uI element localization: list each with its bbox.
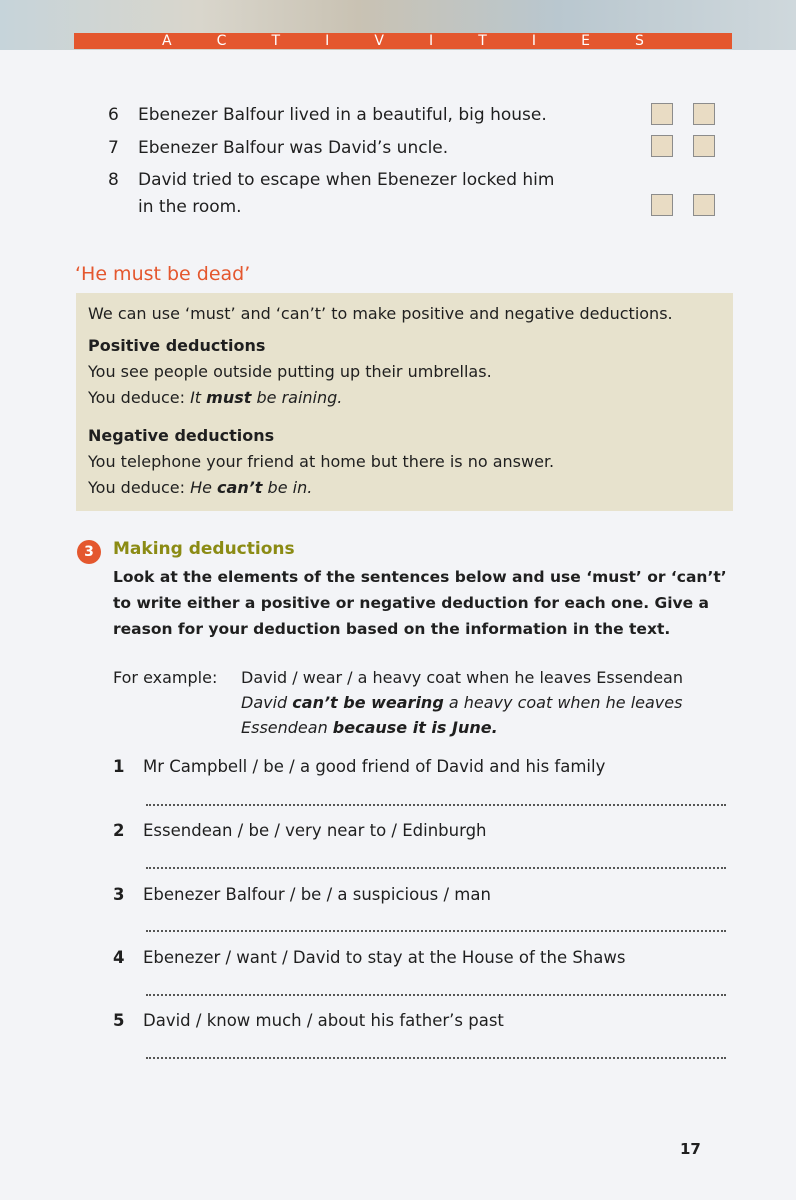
- answer-line-4[interactable]: [146, 982, 726, 996]
- deduction-text: be in.: [262, 478, 313, 497]
- true-checkbox[interactable]: [651, 194, 673, 216]
- question-text: Ebenezer Balfour / be / a suspicious / man: [143, 885, 491, 904]
- tf-item-6: [108, 101, 547, 130]
- false-checkbox[interactable]: [693, 135, 715, 157]
- question-number: 2: [113, 821, 125, 840]
- question-1: [113, 755, 605, 779]
- true-checkbox[interactable]: [651, 135, 673, 157]
- item-number: 7: [108, 138, 119, 158]
- negative-deduction: [88, 475, 721, 501]
- answer-line-1[interactable]: [146, 792, 726, 806]
- answer-emphasis: because it is June.: [332, 718, 498, 737]
- deduction-text: He: [190, 478, 218, 497]
- grammar-title: ‘He must be dead’: [75, 263, 251, 285]
- false-checkbox[interactable]: [693, 194, 715, 216]
- question-number: 3: [113, 885, 125, 904]
- question-5: [113, 1009, 504, 1033]
- answer-line-3[interactable]: [146, 918, 726, 932]
- deduction-text: be raining.: [251, 388, 343, 407]
- example-answer-line-2: [241, 715, 498, 740]
- negative-situation: You telephone your friend at home but there is no answer.: [88, 452, 555, 471]
- banner-letter: E: [581, 33, 590, 49]
- question-number: 5: [113, 1011, 125, 1030]
- answer-line-2[interactable]: [146, 855, 726, 869]
- item-text: in the room.: [138, 197, 242, 217]
- question-text: Mr Campbell / be / a good friend of David and his family: [143, 757, 606, 776]
- example-prompt: David / wear / a heavy coat when he leaves Essendean: [241, 668, 683, 687]
- negative-heading: Negative deductions: [88, 426, 275, 445]
- question-3: [113, 883, 491, 907]
- banner-letter: A: [162, 33, 172, 49]
- question-number: 4: [113, 948, 125, 967]
- answer-text: Essendean: [241, 718, 333, 737]
- answer-emphasis: can’t be wearing: [292, 693, 444, 712]
- question-number: 1: [113, 757, 125, 776]
- grammar-intro: We can use ‘must’ and ‘can’t’ to make positive and negative deductions.: [88, 304, 673, 323]
- item-text: Ebenezer Balfour lived in a beautiful, big house.: [138, 105, 547, 125]
- true-checkbox[interactable]: [651, 103, 673, 125]
- tf-item-8-continued: [138, 193, 242, 222]
- banner-letter: I: [531, 33, 537, 49]
- deduction-text: It: [190, 388, 207, 407]
- page-number: 17: [680, 1140, 701, 1158]
- item-text: Ebenezer Balfour was David’s uncle.: [138, 138, 449, 158]
- question-2: [113, 819, 487, 843]
- false-checkbox[interactable]: [693, 103, 715, 125]
- example-answer-line-1: [241, 690, 682, 715]
- banner-letter: S: [635, 33, 644, 49]
- banner-letter: V: [374, 33, 384, 49]
- banner-letter: C: [216, 33, 227, 49]
- question-text: David / know much / about his father’s past: [143, 1011, 504, 1030]
- exercise-title: Making deductions: [113, 539, 295, 559]
- item-number: 6: [108, 105, 119, 125]
- question-4: [113, 946, 625, 970]
- banner-letter: T: [271, 33, 281, 49]
- exercise-number-badge: 3: [77, 540, 101, 564]
- positive-deduction: [88, 385, 721, 411]
- answer-line-5[interactable]: [146, 1045, 726, 1059]
- banner-letter: I: [429, 33, 434, 49]
- question-text: Ebenezer / want / David to stay at the House of the Shaws: [143, 948, 626, 967]
- answer-text: a heavy coat when he leaves: [443, 693, 683, 712]
- banner-letter: I: [325, 33, 330, 49]
- question-text: Essendean / be / very near to / Edinburgh: [143, 821, 487, 840]
- deduce-prefix: You deduce:: [88, 478, 191, 497]
- activities-banner: [74, 33, 732, 49]
- tf-item-7: [108, 134, 448, 163]
- item-number: 8: [108, 170, 119, 190]
- example-label: For example:: [113, 668, 218, 687]
- answer-text: David: [241, 693, 293, 712]
- must-emphasis: must: [206, 388, 252, 407]
- positive-situation: You see people outside putting up their umbrellas.: [88, 362, 492, 381]
- positive-heading: Positive deductions: [88, 336, 266, 355]
- exercise-instructions: Look at the elements of the sentences below and use ‘must’ or ‘can’t’ to write either a positive or negative deduction for each one. Give a reason for your deduction based on the information in the text.: [113, 568, 727, 638]
- tf-item-8: [108, 166, 554, 195]
- deduce-prefix: You deduce:: [88, 388, 191, 407]
- item-text: David tried to escape when Ebenezer locked him: [138, 170, 555, 190]
- banner-letter: T: [478, 33, 487, 49]
- grammar-box: [76, 293, 733, 511]
- cant-emphasis: can’t: [217, 478, 263, 497]
